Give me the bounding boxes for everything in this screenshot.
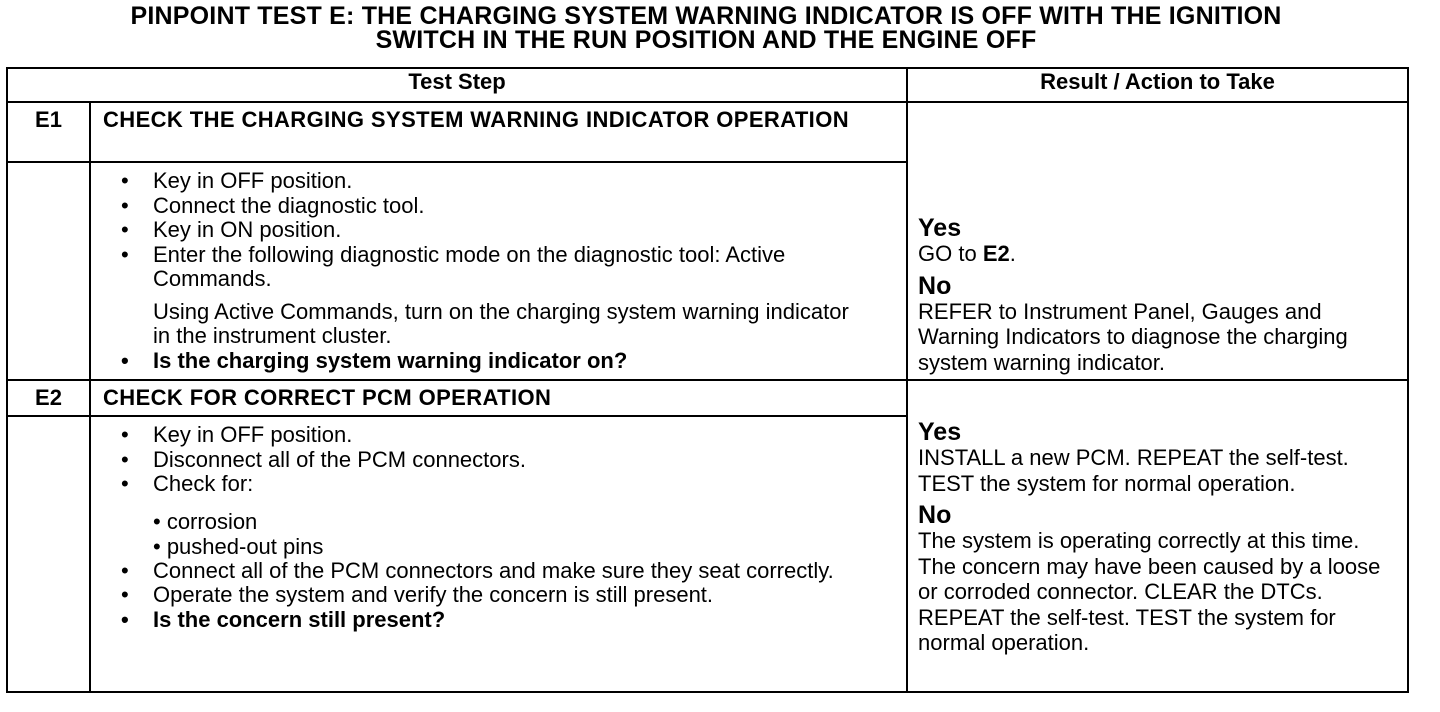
list-item: • Key in OFF position.: [121, 168, 353, 193]
list-item: • Key in OFF position.: [121, 422, 353, 447]
no-text-e1: REFER to Instrument Panel, Gauges and Warning Indicators to diagnose the charging system warning indicator.: [918, 298, 1348, 375]
yes-text-e2: INSTALL a new PCM. REPEAT the self-test. TEST the system for normal operation.: [918, 445, 1349, 496]
step-heading-e1: CHECK THE CHARGING SYSTEM WARNING INDICATOR OPERATION: [90, 102, 907, 162]
title-line-1: PINPOINT TEST E: THE CHARGING SYSTEM WARNING INDICATOR IS OFF WITH THE IGNITION: [130, 2, 1282, 30]
sub-item: • corrosion: [153, 508, 258, 534]
yes-label-e2: Yes: [918, 418, 962, 446]
yes-text-e1: GO to E2.: [918, 241, 1016, 266]
result-e2: [907, 380, 1408, 692]
step-e2-empty-cell: [7, 416, 90, 692]
table-header-row: [7, 68, 1408, 102]
list-item: • Check for:: [121, 471, 254, 496]
yes-label-e1: Yes: [918, 214, 962, 242]
header-result: Result / Action to Take: [907, 68, 1408, 102]
list-item: • Disconnect all of the PCM connectors.: [121, 446, 526, 472]
pinpoint-table: [6, 67, 1409, 693]
step-body-e2: [90, 416, 907, 692]
header-test-step: Test Step: [7, 68, 907, 102]
title-line-2: SWITCH IN THE RUN POSITION AND THE ENGINE OFF: [375, 26, 1037, 54]
step-id-e1: E1: [7, 102, 90, 162]
list-item: • Connect the diagnostic tool.: [121, 192, 425, 218]
step-e1-empty-cell: [7, 162, 90, 380]
list-item: • Operate the system and verify the concern is still present.: [121, 582, 714, 607]
no-text-e2: The system is operating correctly at this time. The concern may have been caused by a loose or corroded connector. CLEAR the DTCs. REPEAT the self-test. TEST the system for normal operation.: [918, 528, 1381, 655]
page-title: [0, 4, 1412, 52]
step-e2-heading-row: [7, 380, 1408, 416]
list-item: • Connect all of the PCM connectors and make sure they seat correctly.: [121, 557, 834, 583]
step-heading-e2: CHECK FOR CORRECT PCM OPERATION: [90, 380, 907, 416]
step-question-e2: • Is the concern still present?: [121, 606, 446, 632]
no-label-e2: No: [918, 501, 952, 529]
step-note-e1: Using Active Commands, turn on the charging system warning indicator in the instrument cluster.: [153, 298, 849, 348]
list-item: • Enter the following diagnostic mode on the diagnostic tool: Active Commands.: [121, 241, 786, 291]
step-e1-heading-row: [7, 102, 1408, 162]
step-body-e1: [90, 162, 907, 380]
result-e1: [907, 102, 1408, 380]
step-question-e1: • Is the charging system warning indicator on?: [121, 347, 628, 373]
sub-item: • pushed-out pins: [153, 533, 324, 559]
list-item: • Key in ON position.: [121, 217, 342, 242]
no-label-e1: No: [918, 271, 952, 300]
step-id-e2: E2: [7, 380, 90, 416]
